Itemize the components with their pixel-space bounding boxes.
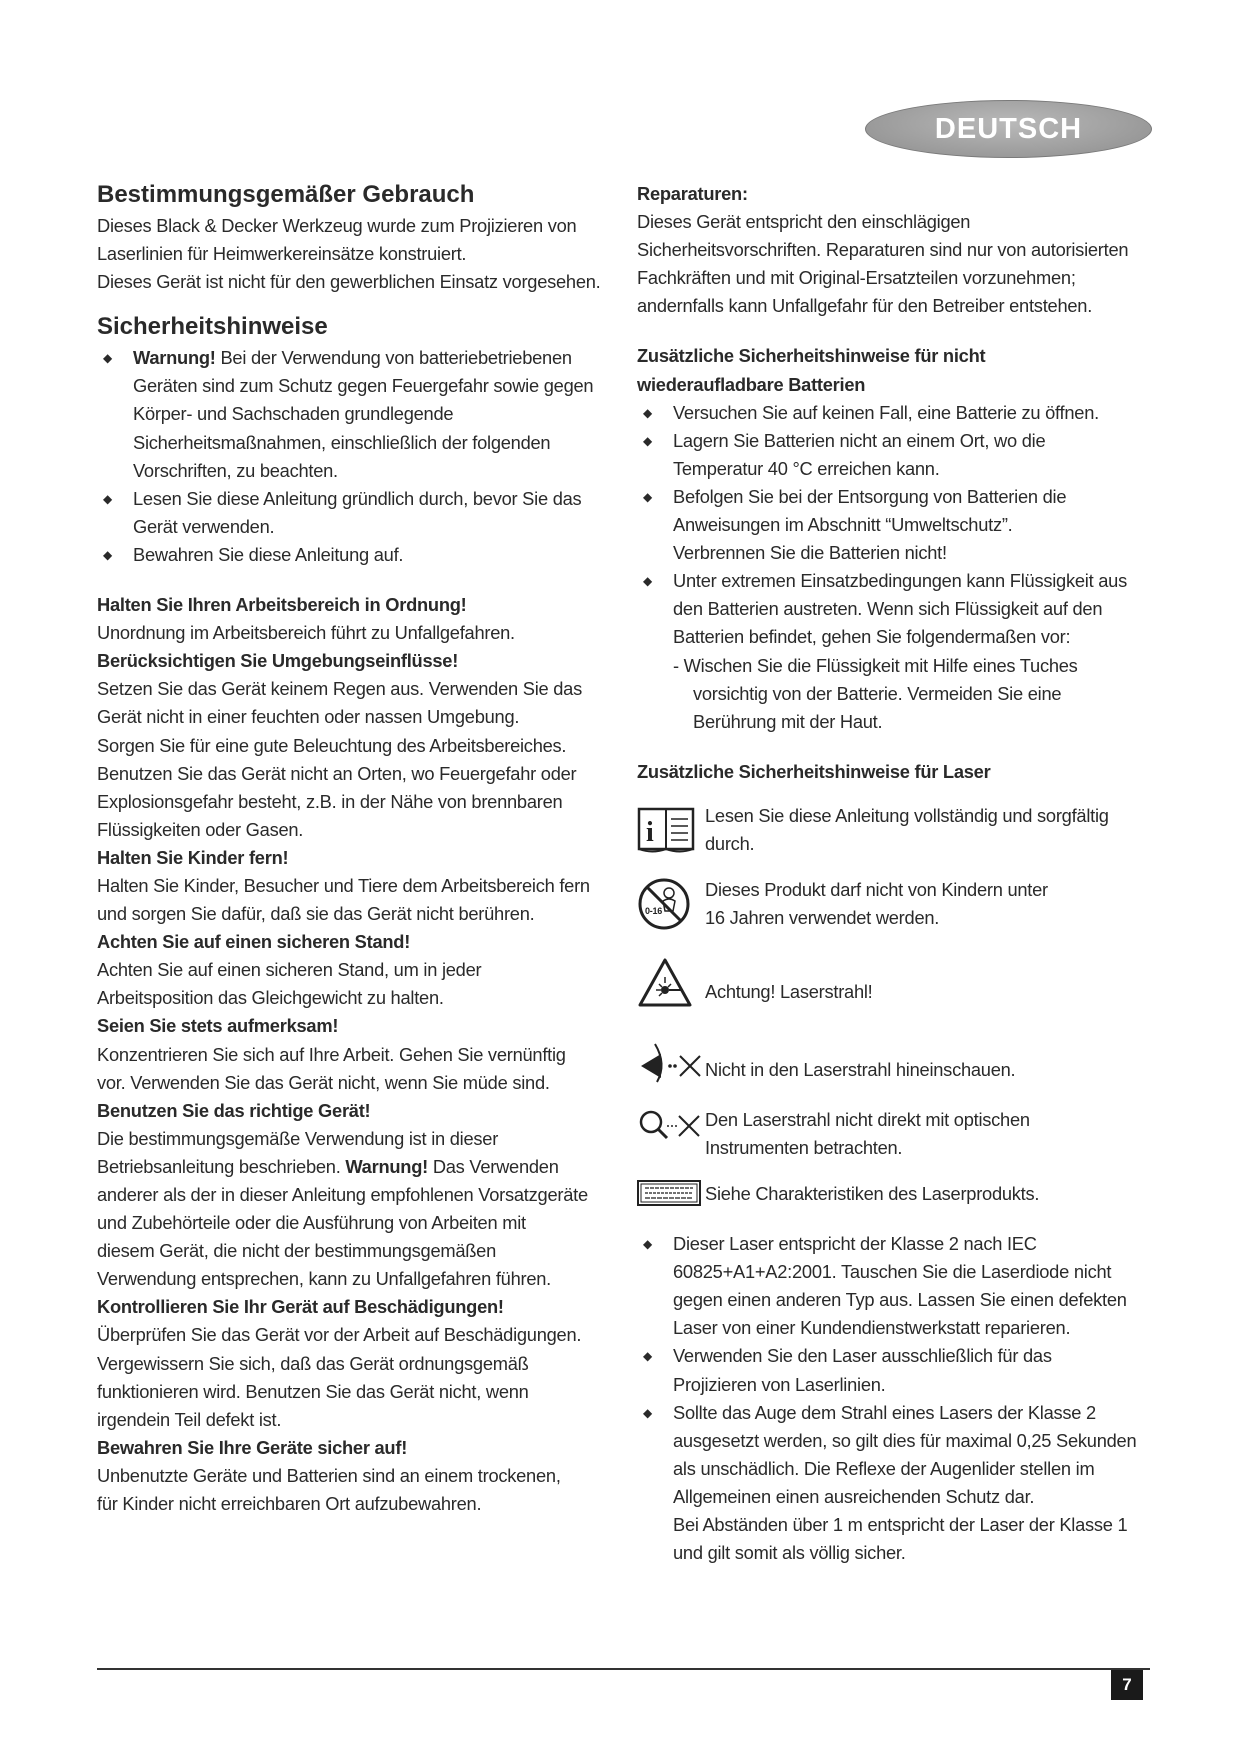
text-line: Laser von einer Kundendienstwerkstatt reparieren. — [673, 1317, 1071, 1339]
text-line: Vergewissern Sie sich, daß das Gerät ordnungsgemäß — [97, 1352, 529, 1374]
subheading-repairs: Reparaturen: — [637, 183, 748, 204]
bullet-item — [97, 485, 617, 541]
text-line: Konzentrieren Sie sich auf Ihre Arbeit. Gehen Sie vernünftig — [97, 1043, 566, 1065]
text-line: Dieses Black & Decker Werkzeug wurde zum Projizieren von — [97, 215, 577, 236]
warning-label: Warnung! — [133, 347, 216, 369]
text-line: Lesen Sie diese Anleitung gründlich durch, bevor Sie das — [133, 487, 582, 509]
text-line: anderer als der in dieser Anleitung empfohlenen Vorsatzgeräte — [97, 1184, 588, 1205]
footer-rule — [97, 1668, 1150, 1670]
diamond-bullet-icon: ◆ — [643, 489, 652, 504]
text-line: und gilt somit als völlig sicher. — [673, 1542, 906, 1564]
diamond-bullet-icon: ◆ — [643, 1349, 652, 1364]
text-span: Das Verwenden — [427, 1155, 559, 1177]
text-line: Überprüfen Sie das Gerät vor der Arbeit auf Beschädigungen. — [97, 1324, 582, 1346]
text-line: Benutzen Sie das Gerät nicht an Orten, wo Feuergefahr oder — [97, 762, 577, 784]
section-heading-safety: Sicherheitshinweise — [97, 313, 328, 341]
text-line: vor. Verwenden Sie das Gerät nicht, wenn Sie müde sind. — [97, 1071, 550, 1093]
text-line: Sorgen Sie für eine gute Beleuchtung des Arbeitsbereiches. — [97, 734, 567, 756]
bullet-item — [97, 344, 617, 484]
subheading-right-tool: Benutzen Sie das richtige Gerät! — [97, 1099, 371, 1121]
text-line: Unbenutzte Geräte und Batterien sind an einem trockenen, — [97, 1464, 561, 1486]
subheading-batteries-cont: wiederaufladbare Batterien — [637, 373, 866, 395]
text-line: Körper- und Sachschaden grundlegende — [133, 403, 454, 425]
text-line: diesem Gerät, die nicht der bestimmungsgemäßen — [97, 1240, 497, 1262]
text-line: Versuchen Sie auf keinen Fall, eine Batterie zu öffnen. — [673, 401, 1099, 423]
text-line: Achten Sie auf einen sicheren Stand, um in jeder — [97, 959, 482, 981]
text-line: Laserlinien für Heimwerkereinsätze konstruiert. — [97, 243, 467, 265]
subheading-damage: Kontrollieren Sie Ihr Gerät auf Beschädigungen! — [97, 1296, 504, 1318]
text-line: Die bestimmungsgemäße Verwendung ist in dieser — [97, 1127, 499, 1149]
text-line: Sicherheitsmaßnahmen, einschließlich der folgenden — [133, 431, 551, 453]
subheading-storage: Bewahren Sie Ihre Geräte sicher auf! — [97, 1436, 408, 1458]
text-line: Arbeitsposition das Gleichgewicht zu halten. — [97, 987, 444, 1009]
text-line: Lesen Sie diese Anleitung vollständig und sorgfältig — [705, 804, 1109, 826]
text-line: Verbrennen Sie die Batterien nicht! — [673, 542, 947, 564]
right-column — [637, 180, 1157, 1567]
icon-label: 0-16 — [645, 905, 663, 916]
symbol-row-manual — [637, 800, 1157, 860]
text-line: gegen einen anderen Typ aus. Lassen Sie einen defekten — [673, 1289, 1127, 1311]
text-line: Dieses Gerät ist nicht für den gewerblichen Einsatz vorgesehen. — [97, 271, 601, 293]
text-line: durch. — [705, 832, 755, 854]
no-eye-in-beam-icon — [637, 1032, 705, 1090]
symbol-row-label — [637, 1176, 1157, 1210]
text-line: irgendein Teil defekt ist. — [97, 1408, 282, 1430]
text-line: Sicherheitsvorschriften. Reparaturen sind nur von autorisierten — [637, 239, 1129, 261]
bullet-item — [637, 567, 1157, 651]
text-line: andernfalls kann Unfallgefahr für den Betreiber entstehen. — [637, 295, 1093, 317]
text-line: Projizieren von Laserlinien. — [673, 1373, 886, 1395]
text-line: Lagern Sie Batterien nicht an einem Ort, wo die — [673, 429, 1046, 451]
text-line: Verwenden Sie den Laser ausschließlich für das — [673, 1345, 1052, 1367]
text-line: Vorschriften, zu beachten. — [133, 459, 338, 481]
diamond-bullet-icon: ◆ — [643, 405, 652, 420]
text-line: Explosionsgefahr besteht, z.B. in der Nähe von brennbaren — [97, 790, 563, 812]
text-line: Setzen Sie das Gerät keinem Regen aus. Verwenden Sie das — [97, 678, 582, 700]
text-line: Instrumenten betrachten. — [705, 1136, 903, 1158]
symbol-row-children — [637, 874, 1157, 934]
text-line: funktionieren wird. Benutzen Sie das Gerät nicht, wenn — [97, 1380, 529, 1402]
text-line: und sorgen Sie dafür, daß sie das Gerät nicht berühren. — [97, 903, 535, 925]
text-line: Flüssigkeiten oder Gasen. — [97, 818, 304, 840]
subheading-batteries: Zusätzliche Sicherheitshinweise für nicht — [637, 345, 986, 367]
text-line: Dieser Laser entspricht der Klasse 2 nach IEC — [673, 1233, 1037, 1255]
left-column — [97, 180, 617, 1518]
subheading-stance: Achten Sie auf einen sicheren Stand! — [97, 931, 411, 953]
bullet-item — [637, 427, 1157, 483]
svg-text:i: i — [646, 816, 654, 848]
diamond-bullet-icon: ◆ — [103, 547, 112, 562]
symbol-row-optics — [637, 1104, 1157, 1162]
warning-label: Warnung! — [345, 1155, 428, 1177]
text-line: Anweisungen im Abschnitt “Umweltschutz”. — [673, 514, 1013, 536]
no-optics-icon — [637, 1104, 705, 1148]
text-line: vorsichtig von der Batterie. Vermeiden Sie eine — [693, 682, 1062, 704]
dash-item: - Wischen Sie die Flüssigkeit mit Hilfe eines Tuches — [673, 654, 1078, 676]
text-line: Bei Abständen über 1 m entspricht der Laser der Klasse 1 — [673, 1514, 1128, 1535]
diamond-bullet-icon: ◆ — [643, 1405, 652, 1420]
diamond-bullet-icon: ◆ — [103, 351, 112, 366]
diamond-bullet-icon: ◆ — [643, 574, 652, 589]
text-line: Allgemeinen einen ausreichenden Schutz dar. — [673, 1485, 1035, 1507]
subheading-children: Halten Sie Kinder fern! — [97, 846, 289, 868]
bullet-item — [637, 399, 1157, 427]
laser-warning-icon — [637, 948, 705, 1018]
text-line: 16 Jahren verwendet werden. — [705, 906, 940, 928]
text-line: Batterien befindet, gehen Sie folgendermaßen vor: — [673, 626, 1071, 648]
text-line: Geräten sind zum Schutz gegen Feuergefahr sowie gegen — [133, 375, 594, 397]
bullet-item — [637, 1230, 1157, 1342]
bullet-item — [637, 483, 1157, 567]
text-line: Siehe Charakteristiken des Laserprodukts. — [705, 1183, 1040, 1205]
laser-label-icon — [637, 1176, 705, 1210]
no-children-icon — [637, 874, 705, 934]
text-line: Temperatur 40 °C erreichen kann. — [673, 457, 940, 479]
page-number: 7 — [1111, 1670, 1143, 1700]
text-line: für Kinder nicht erreichbaren Ort aufzubewahren. — [97, 1493, 482, 1515]
text-span: Betriebsanleitung beschrieben. — [97, 1155, 346, 1177]
text-line: Unordnung im Arbeitsbereich führt zu Unfallgefahren. — [97, 622, 515, 644]
text-line: Dieses Gerät entspricht den einschlägigen — [637, 211, 971, 233]
text-line: Verwendung entsprechen, kann zu Unfallgefahren führen. — [97, 1268, 552, 1290]
text-line: Unter extremen Einsatzbedingungen kann Flüssigkeit aus — [673, 570, 1127, 592]
text-line: Nicht in den Laserstrahl hineinschauen. — [705, 1058, 1016, 1080]
text-line: Gerät nicht in einer feuchten oder nassen Umgebung. — [97, 706, 520, 728]
language-badge: DEUTSCH — [865, 100, 1152, 158]
text-line: Sollte das Auge dem Strahl eines Lasers der Klasse 2 — [673, 1401, 1096, 1423]
text-line — [133, 344, 617, 372]
text-line: Befolgen Sie bei der Entsorgung von Batterien die — [673, 485, 1067, 507]
text-line: als unschädlich. Die Reflexe der Augenlider stellen im — [673, 1457, 1095, 1479]
diamond-bullet-icon: ◆ — [643, 433, 652, 448]
bullet-item — [637, 1399, 1157, 1568]
text-line: Achtung! Laserstrahl! — [705, 980, 873, 1002]
bullet-item — [637, 1342, 1157, 1398]
text-span: Bei der Verwendung von batteriebetriebenen — [215, 347, 572, 369]
text-line: Dieses Produkt darf nicht von Kindern unter — [705, 878, 1048, 900]
subheading-attention: Seien Sie stets aufmerksam! — [97, 1015, 339, 1037]
text-line: und Zubehörteile oder die Ausführung von Arbeiten mit — [97, 1212, 526, 1234]
text-line: Bewahren Sie diese Anleitung auf. — [133, 543, 404, 565]
diamond-bullet-icon: ◆ — [103, 491, 112, 506]
text-line: Den Laserstrahl nicht direkt mit optischen — [705, 1108, 1030, 1130]
subheading-workarea: Halten Sie Ihren Arbeitsbereich in Ordnung! — [97, 594, 467, 616]
bullet-item — [97, 541, 617, 569]
text-line: ausgesetzt werden, so gilt dies für maximal 0,25 Sekunden — [673, 1429, 1137, 1451]
text-line: Berührung mit der Haut. — [693, 710, 883, 732]
symbol-row-warning — [637, 948, 1157, 1018]
text-line — [97, 1153, 617, 1181]
section-heading-intended-use: Bestimmungsgemäßer Gebrauch — [97, 181, 475, 208]
diamond-bullet-icon: ◆ — [643, 1237, 652, 1252]
subheading-environment: Berücksichtigen Sie Umgebungseinflüsse! — [97, 650, 459, 672]
text-line: Gerät verwenden. — [133, 515, 275, 537]
book-info-icon — [637, 800, 705, 860]
subheading-laser: Zusätzliche Sicherheitshinweise für Laser — [637, 760, 991, 782]
text-line: Halten Sie Kinder, Besucher und Tiere dem Arbeitsbereich fern — [97, 874, 590, 896]
text-line: Fachkräften und mit Original-Ersatzteilen vorzunehmen; — [637, 267, 1076, 289]
text-line: 60825+A1+A2:2001. Tauschen Sie die Laserdiode nicht — [673, 1261, 1112, 1283]
symbol-row-eye — [637, 1032, 1157, 1090]
text-line: den Batterien austreten. Wenn sich Flüssigkeit auf den — [673, 598, 1103, 620]
